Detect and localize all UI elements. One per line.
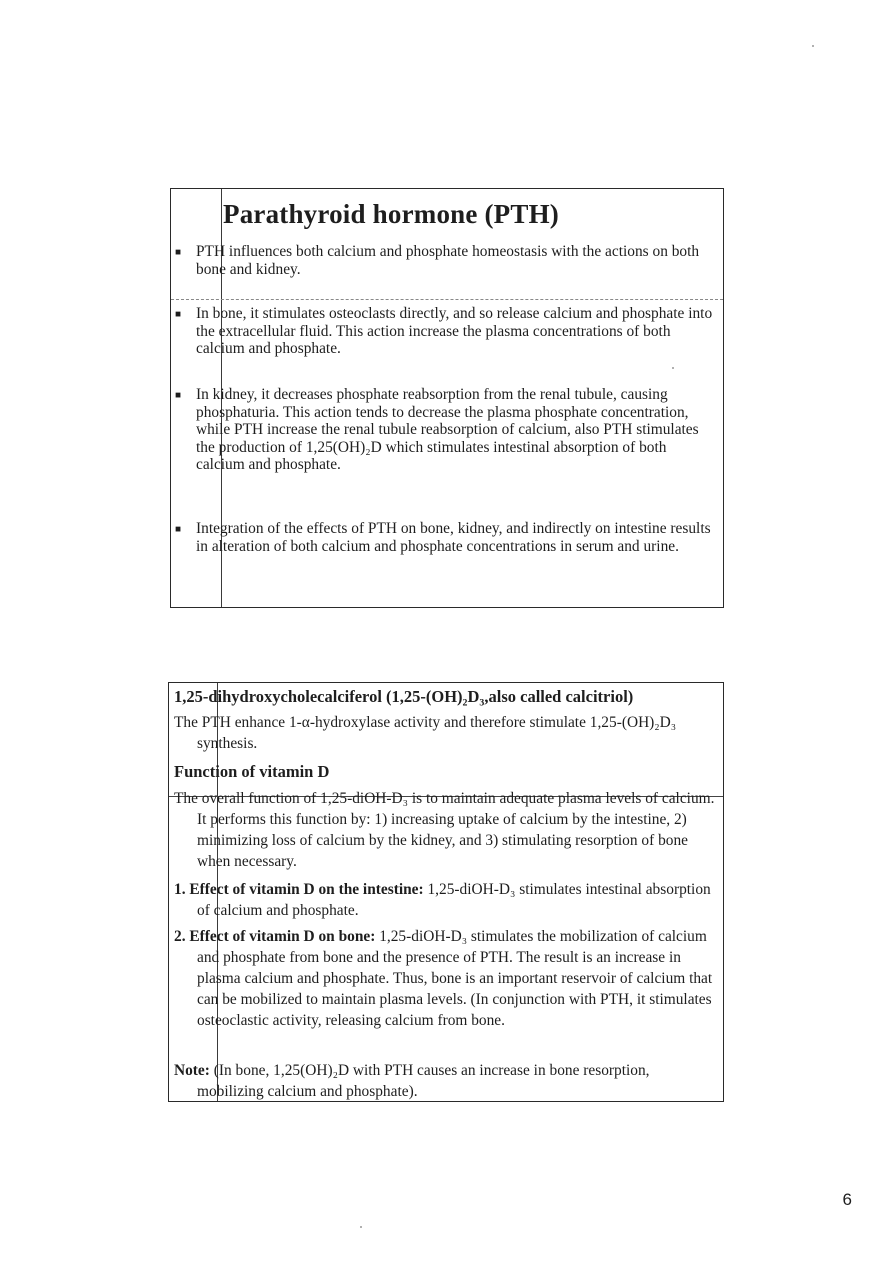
effect-text: 1,25-diOH-D₃ stimulates the mobilization of calcium and phosphate from bone and the presence of PTH. The result is an increase in plasma calcium and phosphate. Thus, bone is an important reservoir of calcium that can be mobilized to maintain plasma levels. (In conjunction with PTH, it stimulates osteoclastic activity, releasing calcium from bone.	[197, 928, 713, 1029]
intro-paragraph: The PTH enhance 1-α-hydroxylase activity and therefore stimulate 1,25-(OH)₂D₃ synthesis.	[174, 714, 677, 752]
bullet-marker: ■	[175, 524, 182, 535]
bullet-marker: ■	[175, 390, 182, 401]
vitamin-d-slide	[168, 682, 724, 1102]
bullet-text: In bone, it stimulates osteoclasts directly, and so release calcium and phosphate into the extracellular fluid. This action increase the plasma concentrations of both calcium and phosphate.	[196, 305, 713, 357]
slide-title: Parathyroid hormone (PTH)	[223, 199, 559, 229]
scan-speck	[812, 45, 814, 47]
scan-speck	[672, 367, 674, 369]
page-number: 6	[842, 1190, 852, 1209]
effect-bone-paragraph	[174, 926, 719, 1031]
note-label: Note:	[174, 1062, 210, 1079]
effect-label: 1. Effect of vitamin D on the intestine:	[174, 881, 424, 898]
scan-speck	[360, 1226, 362, 1228]
overall-paragraph: The overall function of 1,25-diOH-D₃ is to maintain adequate plasma levels of calcium. It performs this function by: 1) increasing uptake of calcium by the intestine, 2) minimizing loss of calcium by the kidney, and 3) stimulating resorption of bone when necessary.	[174, 790, 715, 870]
slide-heading: 1,25-dihydroxycholecalciferol (1,25-(OH)₂D₃,also called calcitriol)	[174, 687, 634, 706]
bullet-text: PTH influences both calcium and phosphate homeostasis with the actions on both bone and kidney.	[196, 243, 700, 278]
effect-intestine-paragraph	[174, 879, 719, 921]
note-paragraph	[174, 1060, 719, 1102]
pth-slide	[170, 188, 724, 608]
effect-label: 2. Effect of vitamin D on bone:	[174, 928, 376, 945]
bullet-text: Integration of the effects of PTH on bone, kidney, and indirectly on intestine results in alteration of both calcium and phosphate concentrations in serum and urine.	[196, 520, 711, 555]
function-heading: Function of vitamin D	[174, 762, 330, 781]
note-text: (In bone, 1,25(OH)₂D with PTH causes an increase in bone resorption, mobilizing calcium and phosphate).	[197, 1062, 650, 1100]
bullet-text: In kidney, it decreases phosphate reabsorption from the renal tubule, causing phosphaturia. This action tends to decrease the plasma phosphate concentration, while PTH increase the renal tubule reabsorption of calcium, also PTH stimulates the production of 1,25(OH)₂D which stimulates intestinal absorption of both calcium and phosphate.	[196, 386, 699, 473]
effect-text: 1,25-diOH-D₃ stimulates intestinal absorption of calcium and phosphate.	[197, 881, 711, 919]
bullet-marker: ■	[175, 309, 182, 320]
bullet-marker: ■	[175, 247, 182, 258]
dashed-separator	[171, 299, 723, 300]
